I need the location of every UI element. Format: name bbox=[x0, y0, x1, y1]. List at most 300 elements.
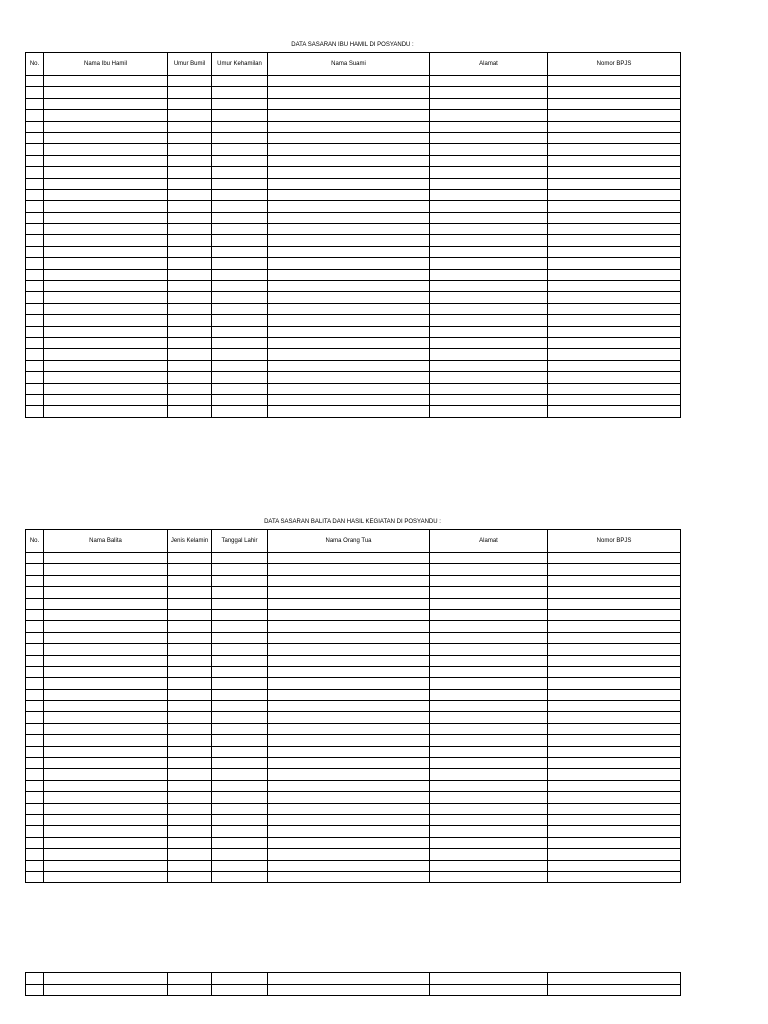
table-cell bbox=[268, 394, 430, 405]
table-cell bbox=[168, 849, 212, 860]
table-cell bbox=[268, 121, 430, 132]
ibu-hamil-title: DATA SASARAN IBU HAMIL DI POSYANDU : bbox=[291, 42, 414, 48]
table-row bbox=[26, 803, 681, 814]
table-cell bbox=[548, 132, 681, 143]
table-cell bbox=[44, 326, 168, 337]
table-cell bbox=[268, 292, 430, 303]
table-cell bbox=[212, 735, 268, 746]
table-cell bbox=[268, 189, 430, 200]
col-header-tanggal-lahir: Tanggal Lahir bbox=[212, 530, 268, 553]
table-cell bbox=[430, 655, 548, 666]
table-cell bbox=[430, 814, 548, 825]
table-row bbox=[26, 303, 681, 314]
table-row bbox=[26, 769, 681, 780]
table-cell bbox=[268, 712, 430, 723]
table-cell bbox=[168, 189, 212, 200]
table-cell bbox=[44, 689, 168, 700]
table-cell bbox=[26, 144, 44, 155]
table-cell bbox=[212, 689, 268, 700]
table-cell bbox=[430, 973, 548, 985]
table-cell bbox=[168, 372, 212, 383]
table-cell bbox=[548, 837, 681, 848]
table-cell bbox=[44, 837, 168, 848]
table-cell bbox=[268, 575, 430, 586]
table-cell bbox=[44, 780, 168, 791]
table-cell bbox=[548, 292, 681, 303]
table-cell bbox=[26, 814, 44, 825]
table-cell bbox=[44, 121, 168, 132]
table-cell bbox=[268, 814, 430, 825]
col-header-nama-suami: Nama Suami bbox=[268, 53, 430, 76]
table-cell bbox=[430, 701, 548, 712]
table-cell bbox=[168, 871, 212, 882]
table-cell bbox=[26, 871, 44, 882]
table-cell bbox=[26, 758, 44, 769]
table-cell bbox=[430, 723, 548, 734]
table-cell bbox=[26, 292, 44, 303]
table-cell bbox=[44, 621, 168, 632]
table-cell bbox=[212, 575, 268, 586]
table-cell bbox=[168, 735, 212, 746]
table-row bbox=[26, 575, 681, 586]
table-cell bbox=[268, 621, 430, 632]
table-cell bbox=[268, 224, 430, 235]
table-cell bbox=[212, 246, 268, 257]
table-cell bbox=[268, 723, 430, 734]
table-cell bbox=[268, 76, 430, 87]
table-cell bbox=[430, 609, 548, 620]
table-cell bbox=[548, 189, 681, 200]
table-cell bbox=[212, 201, 268, 212]
col-header-nama-balita: Nama Balita bbox=[44, 530, 168, 553]
table-cell bbox=[44, 712, 168, 723]
table-cell bbox=[168, 349, 212, 360]
table-cell bbox=[212, 212, 268, 223]
table-cell bbox=[430, 871, 548, 882]
table-cell bbox=[168, 246, 212, 257]
table-cell bbox=[430, 144, 548, 155]
table-cell bbox=[268, 587, 430, 598]
table-cell bbox=[268, 98, 430, 109]
table-cell bbox=[548, 269, 681, 280]
table-cell bbox=[26, 564, 44, 575]
table-cell bbox=[26, 575, 44, 586]
table-cell bbox=[168, 337, 212, 348]
table-cell bbox=[430, 406, 548, 417]
table-cell bbox=[26, 360, 44, 371]
table-cell bbox=[212, 132, 268, 143]
table-cell bbox=[212, 803, 268, 814]
table-cell bbox=[268, 349, 430, 360]
table-row bbox=[26, 201, 681, 212]
table-cell bbox=[212, 598, 268, 609]
table-cell bbox=[430, 632, 548, 643]
table-cell bbox=[44, 349, 168, 360]
table-cell bbox=[168, 76, 212, 87]
table-cell bbox=[548, 167, 681, 178]
table-cell bbox=[268, 87, 430, 98]
table-cell bbox=[548, 349, 681, 360]
table-cell bbox=[548, 678, 681, 689]
table-cell bbox=[26, 281, 44, 292]
table-cell bbox=[26, 121, 44, 132]
table-row bbox=[26, 337, 681, 348]
table-cell bbox=[268, 666, 430, 677]
table-cell bbox=[430, 792, 548, 803]
table-cell bbox=[548, 621, 681, 632]
table-row bbox=[26, 644, 681, 655]
table-row bbox=[26, 212, 681, 223]
table-row bbox=[26, 246, 681, 257]
table-cell bbox=[168, 621, 212, 632]
table-cell bbox=[212, 701, 268, 712]
table-cell bbox=[168, 269, 212, 280]
table-cell bbox=[26, 678, 44, 689]
table-cell bbox=[268, 689, 430, 700]
table-cell bbox=[168, 292, 212, 303]
table-cell bbox=[44, 871, 168, 882]
table-cell bbox=[430, 258, 548, 269]
table-row bbox=[26, 326, 681, 337]
table-row bbox=[26, 587, 681, 598]
table-cell bbox=[44, 860, 168, 871]
table-row bbox=[26, 98, 681, 109]
table-row bbox=[26, 689, 681, 700]
table-cell bbox=[26, 826, 44, 837]
table-row bbox=[26, 110, 681, 121]
table-cell bbox=[430, 269, 548, 280]
table-cell bbox=[168, 258, 212, 269]
table-row bbox=[26, 735, 681, 746]
table-cell bbox=[430, 292, 548, 303]
table-cell bbox=[430, 769, 548, 780]
col-header-alamat: Alamat bbox=[430, 53, 548, 76]
table-cell bbox=[212, 849, 268, 860]
table-cell bbox=[548, 394, 681, 405]
table-cell bbox=[26, 712, 44, 723]
table-row bbox=[26, 189, 681, 200]
table-cell bbox=[168, 132, 212, 143]
table-cell bbox=[430, 87, 548, 98]
ibu-hamil-header-row bbox=[26, 53, 681, 76]
table-row bbox=[26, 167, 681, 178]
table-cell bbox=[430, 860, 548, 871]
table-cell bbox=[430, 575, 548, 586]
balita-header-row bbox=[26, 530, 681, 553]
table-cell bbox=[212, 87, 268, 98]
table-cell bbox=[168, 224, 212, 235]
table-cell bbox=[168, 689, 212, 700]
table-cell bbox=[26, 701, 44, 712]
table-cell bbox=[212, 110, 268, 121]
table-row bbox=[26, 178, 681, 189]
table-cell bbox=[430, 155, 548, 166]
table-cell bbox=[548, 701, 681, 712]
table-row bbox=[26, 372, 681, 383]
table-cell bbox=[430, 246, 548, 257]
table-cell bbox=[26, 167, 44, 178]
table-cell bbox=[268, 826, 430, 837]
table-cell bbox=[268, 303, 430, 314]
table-cell bbox=[44, 803, 168, 814]
table-cell bbox=[44, 337, 168, 348]
table-cell bbox=[44, 189, 168, 200]
table-cell bbox=[268, 973, 430, 985]
table-cell bbox=[430, 712, 548, 723]
table-cell bbox=[168, 984, 212, 996]
table-cell bbox=[26, 849, 44, 860]
table-cell bbox=[212, 167, 268, 178]
table-cell bbox=[268, 132, 430, 143]
table-cell bbox=[44, 144, 168, 155]
table-cell bbox=[44, 666, 168, 677]
table-cell bbox=[168, 837, 212, 848]
table-cell bbox=[212, 621, 268, 632]
table-cell bbox=[548, 235, 681, 246]
table-cell bbox=[548, 372, 681, 383]
table-cell bbox=[212, 360, 268, 371]
table-cell bbox=[44, 224, 168, 235]
table-cell bbox=[44, 167, 168, 178]
table-cell bbox=[548, 258, 681, 269]
table-cell bbox=[430, 621, 548, 632]
table-cell bbox=[430, 372, 548, 383]
table-cell bbox=[430, 224, 548, 235]
table-cell bbox=[430, 678, 548, 689]
table-cell bbox=[168, 281, 212, 292]
col-header-no: No. bbox=[26, 53, 44, 76]
table-cell bbox=[44, 678, 168, 689]
table-cell bbox=[430, 167, 548, 178]
table-cell bbox=[44, 598, 168, 609]
table-cell bbox=[268, 837, 430, 848]
table-cell bbox=[548, 326, 681, 337]
table-cell bbox=[44, 849, 168, 860]
table-cell bbox=[212, 269, 268, 280]
table-cell bbox=[168, 632, 212, 643]
table-row bbox=[26, 826, 681, 837]
table-row bbox=[26, 132, 681, 143]
table-cell bbox=[548, 383, 681, 394]
table-cell bbox=[44, 394, 168, 405]
table-cell bbox=[268, 326, 430, 337]
balita-table bbox=[25, 529, 681, 883]
table-row bbox=[26, 792, 681, 803]
table-cell bbox=[44, 292, 168, 303]
table-cell bbox=[548, 281, 681, 292]
table-cell bbox=[44, 178, 168, 189]
table-cell bbox=[268, 871, 430, 882]
col-header-umur-bumil: Umur Bumil bbox=[168, 53, 212, 76]
table-cell bbox=[168, 315, 212, 326]
table-cell bbox=[548, 609, 681, 620]
table-cell bbox=[44, 383, 168, 394]
table-cell bbox=[430, 201, 548, 212]
col-header-no: No. bbox=[26, 530, 44, 553]
table-row bbox=[26, 360, 681, 371]
table-cell bbox=[168, 678, 212, 689]
table-cell bbox=[212, 281, 268, 292]
table-row bbox=[26, 292, 681, 303]
table-cell bbox=[548, 303, 681, 314]
table-cell bbox=[430, 803, 548, 814]
table-cell bbox=[430, 110, 548, 121]
table-cell bbox=[212, 337, 268, 348]
table-row bbox=[26, 678, 681, 689]
table-cell bbox=[44, 769, 168, 780]
table-cell bbox=[26, 326, 44, 337]
table-cell bbox=[430, 735, 548, 746]
table-cell bbox=[26, 269, 44, 280]
table-cell bbox=[212, 235, 268, 246]
table-cell bbox=[26, 372, 44, 383]
table-cell bbox=[430, 76, 548, 87]
table-cell bbox=[168, 973, 212, 985]
table-row bbox=[26, 780, 681, 791]
table-cell bbox=[268, 860, 430, 871]
table-cell bbox=[430, 349, 548, 360]
table-cell bbox=[430, 212, 548, 223]
table-cell bbox=[212, 666, 268, 677]
continuation-table bbox=[25, 972, 681, 996]
table-cell bbox=[212, 712, 268, 723]
col-header-alamat: Alamat bbox=[430, 530, 548, 553]
table-cell bbox=[212, 871, 268, 882]
table-cell bbox=[548, 564, 681, 575]
table-cell bbox=[26, 110, 44, 121]
table-cell bbox=[168, 758, 212, 769]
table-cell bbox=[268, 780, 430, 791]
table-cell bbox=[430, 360, 548, 371]
table-cell bbox=[548, 121, 681, 132]
table-cell bbox=[44, 360, 168, 371]
table-row bbox=[26, 598, 681, 609]
table-cell bbox=[168, 666, 212, 677]
table-cell bbox=[268, 383, 430, 394]
table-cell bbox=[212, 678, 268, 689]
table-cell bbox=[168, 609, 212, 620]
table-cell bbox=[548, 98, 681, 109]
table-cell bbox=[26, 212, 44, 223]
table-cell bbox=[26, 769, 44, 780]
table-cell bbox=[430, 132, 548, 143]
table-cell bbox=[168, 587, 212, 598]
table-cell bbox=[44, 587, 168, 598]
col-header-nomor-bpjs: Nomor BPJS bbox=[548, 53, 681, 76]
table-cell bbox=[168, 303, 212, 314]
table-row bbox=[26, 76, 681, 87]
table-cell bbox=[26, 394, 44, 405]
table-cell bbox=[548, 575, 681, 586]
table-cell bbox=[44, 303, 168, 314]
table-row bbox=[26, 984, 681, 996]
table-cell bbox=[26, 621, 44, 632]
table-row bbox=[26, 406, 681, 417]
table-cell bbox=[430, 553, 548, 564]
table-cell bbox=[26, 735, 44, 746]
table-cell bbox=[44, 87, 168, 98]
table-cell bbox=[26, 201, 44, 212]
table-cell bbox=[548, 758, 681, 769]
table-cell bbox=[212, 349, 268, 360]
table-cell bbox=[548, 178, 681, 189]
table-cell bbox=[430, 758, 548, 769]
table-cell bbox=[26, 644, 44, 655]
table-cell bbox=[268, 792, 430, 803]
table-cell bbox=[548, 315, 681, 326]
table-cell bbox=[212, 394, 268, 405]
table-row bbox=[26, 746, 681, 757]
table-cell bbox=[26, 860, 44, 871]
table-cell bbox=[430, 303, 548, 314]
table-cell bbox=[44, 212, 168, 223]
table-cell bbox=[168, 723, 212, 734]
table-cell bbox=[548, 337, 681, 348]
table-cell bbox=[212, 826, 268, 837]
table-row bbox=[26, 87, 681, 98]
table-cell bbox=[268, 564, 430, 575]
table-cell bbox=[168, 201, 212, 212]
table-cell bbox=[44, 826, 168, 837]
table-cell bbox=[26, 383, 44, 394]
table-cell bbox=[168, 155, 212, 166]
col-header-umur-kehamilan: Umur Kehamilan bbox=[212, 53, 268, 76]
table-cell bbox=[430, 189, 548, 200]
table-cell bbox=[212, 632, 268, 643]
table-cell bbox=[168, 792, 212, 803]
table-cell bbox=[168, 110, 212, 121]
table-cell bbox=[212, 837, 268, 848]
table-cell bbox=[548, 860, 681, 871]
table-cell bbox=[268, 609, 430, 620]
table-cell bbox=[430, 337, 548, 348]
table-cell bbox=[168, 644, 212, 655]
table-cell bbox=[548, 212, 681, 223]
col-header-nama-ibu-hamil: Nama Ibu Hamil bbox=[44, 53, 168, 76]
table-row bbox=[26, 621, 681, 632]
table-cell bbox=[268, 212, 430, 223]
table-cell bbox=[268, 632, 430, 643]
table-cell bbox=[430, 383, 548, 394]
table-cell bbox=[26, 553, 44, 564]
table-cell bbox=[430, 178, 548, 189]
col-header-nama-orang-tua: Nama Orang Tua bbox=[268, 530, 430, 553]
table-cell bbox=[268, 701, 430, 712]
table-cell bbox=[44, 701, 168, 712]
table-cell bbox=[168, 780, 212, 791]
table-row bbox=[26, 758, 681, 769]
ibu-hamil-table bbox=[25, 52, 681, 418]
table-cell bbox=[168, 712, 212, 723]
table-cell bbox=[548, 792, 681, 803]
table-cell bbox=[212, 121, 268, 132]
table-cell bbox=[548, 984, 681, 996]
table-cell bbox=[548, 144, 681, 155]
table-cell bbox=[268, 769, 430, 780]
table-cell bbox=[548, 598, 681, 609]
table-row bbox=[26, 235, 681, 246]
table-cell bbox=[548, 655, 681, 666]
table-cell bbox=[212, 644, 268, 655]
table-cell bbox=[548, 871, 681, 882]
table-cell bbox=[268, 758, 430, 769]
table-cell bbox=[212, 723, 268, 734]
table-cell bbox=[212, 303, 268, 314]
table-cell bbox=[26, 837, 44, 848]
table-cell bbox=[168, 167, 212, 178]
table-cell bbox=[268, 110, 430, 121]
table-row bbox=[26, 814, 681, 825]
